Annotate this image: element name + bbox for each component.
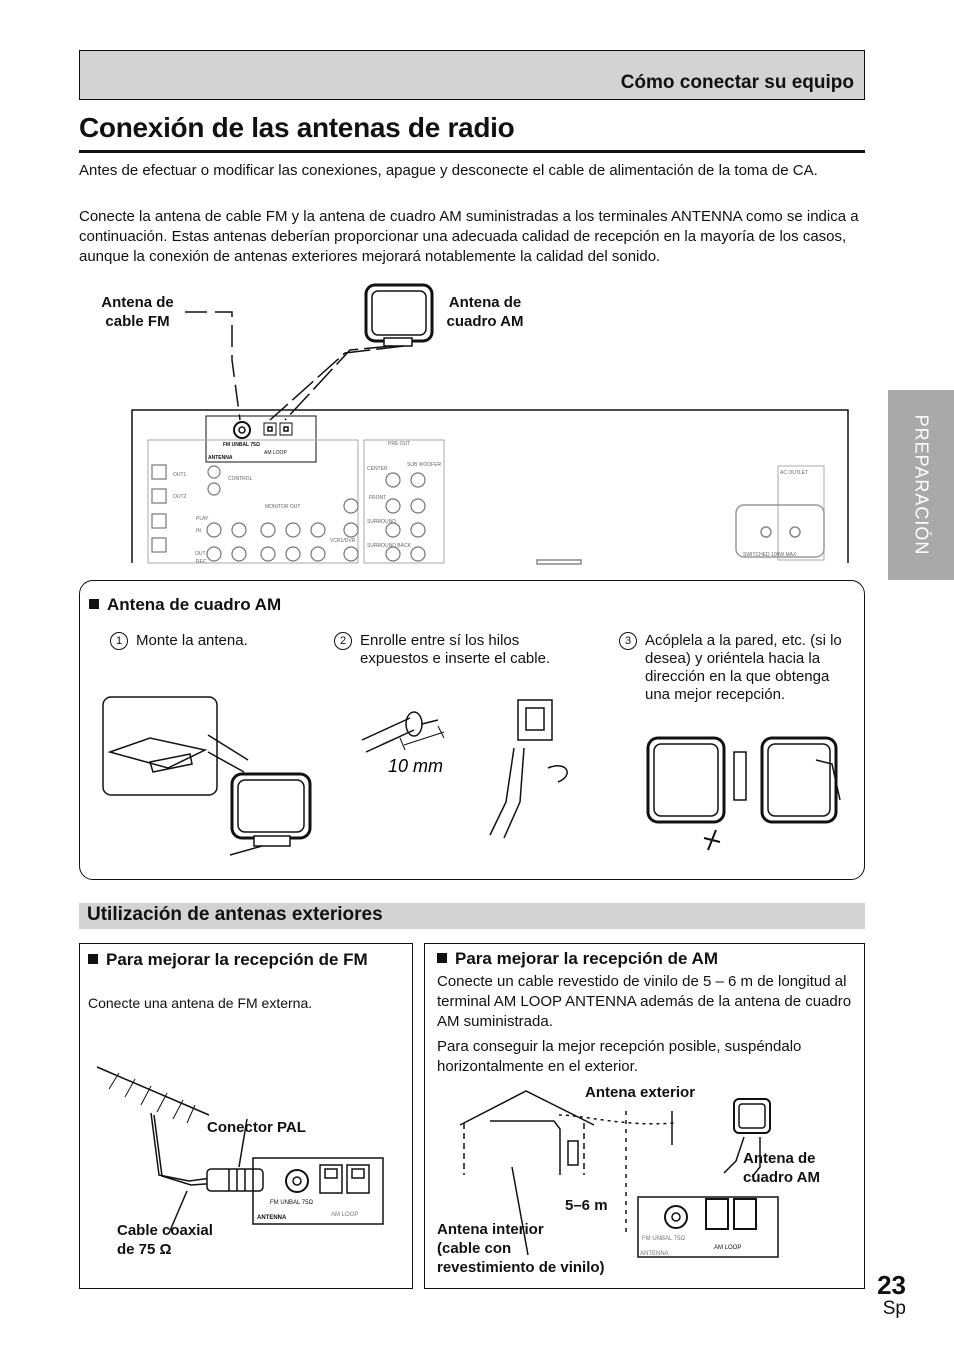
- switched-label: SWITCHED 100W MAX: [743, 552, 797, 558]
- am-terminal-label: AM LOOP: [264, 450, 287, 456]
- fm-cable-wire: [185, 312, 240, 420]
- pre-out-label: PRE OUT: [388, 441, 411, 447]
- am-loop-antenna-frame: [366, 285, 432, 341]
- receiver-rear-panel: [132, 410, 848, 563]
- panel-label-monitor-out: MONITOR OUT: [265, 504, 301, 510]
- am-loop-antenna-label: Antena de cuadro AM: [446, 294, 524, 330]
- intro-paragraph-1: Antes de efectuar o modificar las conexiones, apague y desconecte el cable de alimentación de la toma de CA.: [79, 162, 818, 179]
- outdoor-antenna-heading: Utilización de antenas exteriores: [87, 904, 383, 925]
- panel-label-front: FRONT: [369, 495, 387, 501]
- fm-outdoor-antenna-diagram: [79, 1055, 413, 1235]
- am-improvement-heading: Para mejorar la recepción de AM: [437, 949, 718, 969]
- antenna-tag: ANTENNA: [208, 455, 233, 461]
- am-terminal-label: AM LOOP: [714, 1245, 742, 1251]
- pal-connector-label: Conector PAL: [207, 1119, 306, 1136]
- step-number-1: 1: [110, 632, 128, 650]
- panel-label-surround-back: SURROUND BACK: [367, 543, 411, 549]
- panel-label-control: CONTROL: [228, 476, 253, 482]
- panel-label-out2: OUT2: [173, 494, 187, 500]
- am-improvement-text-1: Conecte un cable revestido de vinilo de 5 – 6 m de longitud al terminal AM LOOP ANTENNA además de la antena de cuadro AM suministrada.: [437, 973, 852, 1030]
- am-loop-assembly-illustrations: [0, 690, 880, 870]
- fm-cable-antenna-label: Antena de cable FM: [101, 294, 174, 330]
- outdoor-antenna-band: [79, 903, 865, 929]
- am-loop-antenna-assembled: [232, 774, 310, 838]
- fm-improvement-text: Conecte una antena de FM externa.: [88, 995, 313, 1011]
- indoor-antenna-label: Antena interior (cable con revestimiento de vinilo): [437, 1221, 605, 1276]
- stand-detail-inset: [103, 697, 217, 795]
- side-tab-label: PREPARACIÓN: [911, 414, 932, 556]
- panel-label-vcr: VCR1/DVR: [330, 538, 356, 544]
- page-number: 23: [877, 1270, 906, 1300]
- antenna-tag: ANTENNA: [640, 1251, 669, 1257]
- strip-length-label: 10 mm: [388, 756, 444, 776]
- step-text-3: Acóplela a la pared, etc. (si lo desea) y oriéntela hacia la dirección en la que obtenga una mejor recepción.: [645, 632, 842, 703]
- am-loop-wall-mounted-side: [762, 738, 836, 822]
- step-number-3: 3: [619, 632, 637, 650]
- step-text-2: Enrolle entre sí los hilos expuestos e inserte el cable.: [360, 632, 551, 667]
- fm-terminal-label: FM UNBAL 75Ω: [223, 442, 260, 448]
- am-improvement-text-2: Para conseguir la mejor recepción posible, suspéndalo horizontalmente en el exterior.: [437, 1038, 802, 1075]
- am-outdoor-antenna-diagram: [424, 1085, 864, 1285]
- bullet-square-icon: [88, 954, 98, 964]
- panel-label-center: CENTER: [367, 466, 388, 472]
- panel-label-rec: REC: [196, 559, 207, 565]
- outdoor-antenna-label: Antena exterior: [585, 1084, 696, 1101]
- bullet-square-icon: [89, 599, 99, 609]
- am-terminal-label: AM LOOP: [331, 1212, 359, 1218]
- panel-label-in: IN: [196, 528, 201, 534]
- am-loop-wall-mounted: [648, 738, 724, 822]
- fm-terminal-label: FM UNBAL 75Ω: [270, 1200, 313, 1206]
- pal-connector: [207, 1169, 263, 1191]
- panel-label-out1: OUT1: [173, 472, 187, 478]
- step-2: [334, 632, 594, 668]
- page-title: Conexión de las antenas de radio: [79, 112, 515, 143]
- page-language: Sp: [882, 1298, 906, 1319]
- antenna-tag: ANTENNA: [257, 1215, 287, 1221]
- ac-outlet-label: AC OUTLET: [780, 470, 809, 476]
- intro-paragraph-2: Conecte la antena de cable FM y la antena de cuadro AM suministradas a los terminales ANTENNA como se indica a continuación. Estas antenas deberían proporcionar una adecuada calidad de recepción en la mayoría de los casos, aunque la conexión de antenas exteriores mejorará notablemente la calidad del sonido.: [79, 208, 859, 265]
- fm-improvement-heading: Para mejorar la recepción de FM: [88, 949, 388, 970]
- am-loop-antenna-label-2: Antena de cuadro AM: [743, 1150, 820, 1186]
- panel-label-subwoofer: SUB WOOFER: [407, 462, 442, 468]
- twisted-wire: [490, 748, 524, 838]
- am-loop-heading: Antena de cuadro AM: [89, 595, 281, 615]
- coaxial-cable-label: Cable coaxial de 75 Ω: [117, 1222, 213, 1258]
- step-1: [110, 632, 320, 650]
- panel-label-surround: SURROUND: [367, 519, 396, 525]
- yagi-antenna-boom: [97, 1067, 209, 1115]
- indoor-wire: [490, 1121, 560, 1175]
- bullet-square-icon: [437, 953, 447, 963]
- cable-length-label: 5–6 m: [565, 1197, 608, 1214]
- section-title: Cómo conectar su equipo: [620, 72, 854, 93]
- rear-panel-connection-diagram: [0, 0, 954, 580]
- house-roof: [460, 1091, 594, 1125]
- step-text-1: Monte la antena.: [136, 632, 248, 649]
- fm-terminal-label: FM UNBAL 75Ω: [642, 1236, 685, 1242]
- panel-label-out: OUT: [195, 551, 206, 557]
- panel-label-play: PLAY: [196, 516, 209, 522]
- step-number-2: 2: [334, 632, 352, 650]
